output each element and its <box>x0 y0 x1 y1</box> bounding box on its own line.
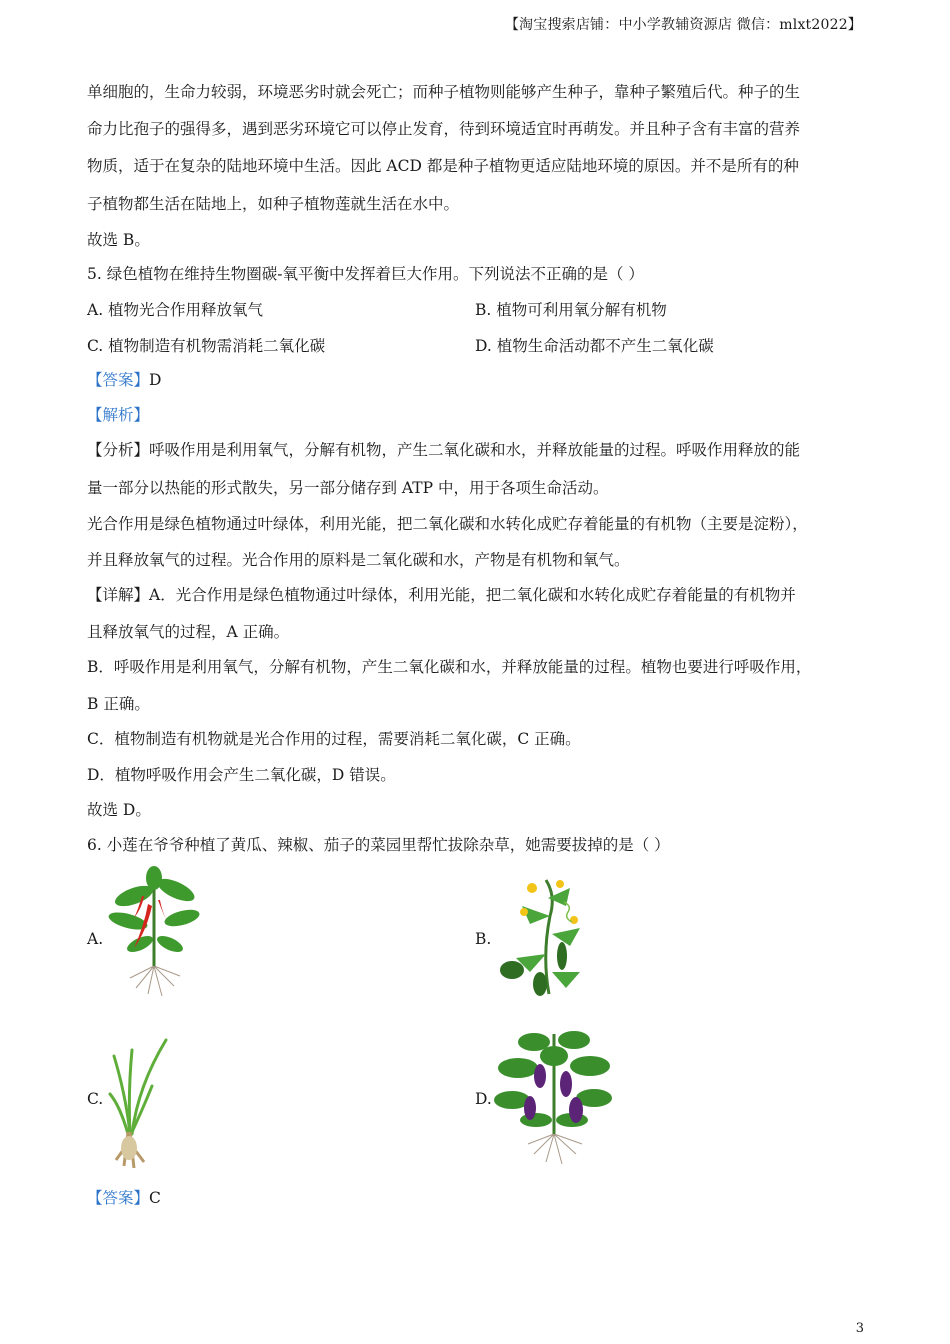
analysis-line <box>87 438 800 460</box>
q5-option-c: C. 植物制造有机物需消耗二氧化碳 <box>87 337 326 355</box>
analysis-line: 光合作用是绿色植物通过叶绿体，利用光能，把二氧化碳和水转化成贮存着能量的有机物（主要是淀粉）， <box>87 515 808 533</box>
weed-plant-image <box>104 1036 174 1174</box>
pepper-plant-image <box>104 866 204 1002</box>
page-number: 3 <box>855 1321 864 1336</box>
detail-line: B 正确。 <box>87 695 150 713</box>
paragraph-line: 子植物都生活在陆地上，如种子植物莲就生活在水中。 <box>87 195 460 213</box>
detail-tag: 【详解】 <box>87 586 150 604</box>
q6-option-a: A. <box>87 930 104 948</box>
q6-option-c: C. <box>87 1090 104 1108</box>
detail-line: 且释放氧气的过程，A 正确。 <box>87 623 290 641</box>
q5-option-d: D. 植物生命活动都不产生二氧化碳 <box>475 337 714 355</box>
q6-stem: 6. 小莲在爷爷种植了黄瓜、辣椒、茄子的菜园里帮忙拔除杂草，她需要拔掉的是（ ） <box>87 836 670 854</box>
conclusion: 故选 D。 <box>87 801 151 819</box>
analysis-tag: 【分析】 <box>87 441 150 459</box>
analysis-line: 量一部分以热能的形式散失，另一部分储存到 ATP 中，用于各项生命活动。 <box>87 479 609 497</box>
q5-option-a: A. 植物光合作用释放氧气 <box>87 301 264 319</box>
analysis-text: 呼吸作用是利用氧气，分解有机物，产生二氧化碳和水，并释放能量的过程。呼吸作用释放的能 <box>149 441 801 459</box>
eggplant-plant-image <box>494 1026 614 1170</box>
paragraph-line: 单细胞的，生命力较弱，环境恶劣时就会死亡；而种子植物则能够产生种子，靠种子繁殖后代。种子的生 <box>87 83 801 101</box>
q6-answer <box>87 1186 161 1208</box>
analysis-line: 并且释放氧气的过程。光合作用的原料是二氧化碳和水，产物是有机物和氧气。 <box>87 551 630 569</box>
paragraph-line: 命力比孢子的强得多，遇到恶劣环境它可以停止发育，待到环境适宜时再萌发。并且种子含有丰富的营养 <box>87 120 801 138</box>
detail-line <box>87 583 796 605</box>
paragraph-line: 物质，适于在复杂的陆地环境中生活。因此 ACD 都是种子植物更适应陆地环境的原因。并不是所有的种 <box>87 157 799 175</box>
detail-line: D．植物呼吸作用会产生二氧化碳，D 错误。 <box>87 766 396 784</box>
detail-line: C．植物制造有机物就是光合作用的过程，需要消耗二氧化碳，C 正确。 <box>87 730 581 748</box>
q5-stem: 5. 绿色植物在维持生物圈碳-氧平衡中发挥着巨大作用。下列说法不正确的是（ ） <box>87 265 644 283</box>
answer-label: 【答案】 <box>87 371 150 389</box>
detail-line: B．呼吸作用是利用氧气，分解有机物，产生二氧化碳和水，并释放能量的过程。植物也要进行呼吸作用， <box>87 658 812 676</box>
detail-text: A．光合作用是绿色植物通过叶绿体，利用光能，把二氧化碳和水转化成贮存着能量的有机物并 <box>149 586 796 604</box>
q6-option-b: B. <box>475 930 492 948</box>
q5-answer <box>87 368 161 390</box>
answer-label: 【答案】 <box>87 1189 150 1207</box>
answer-value: D <box>149 371 162 389</box>
analysis-label: 【解析】 <box>87 406 150 424</box>
page-header: 【淘宝搜索店铺：中小学教辅资源店 微信：mlxt2022】 <box>504 17 862 33</box>
answer-value: C <box>149 1189 161 1207</box>
paragraph-line: 故选 B。 <box>87 231 150 249</box>
q5-option-b: B. 植物可利用氧分解有机物 <box>475 301 667 319</box>
cucumber-plant-image <box>494 876 594 1002</box>
q6-option-d: D. <box>475 1090 492 1108</box>
